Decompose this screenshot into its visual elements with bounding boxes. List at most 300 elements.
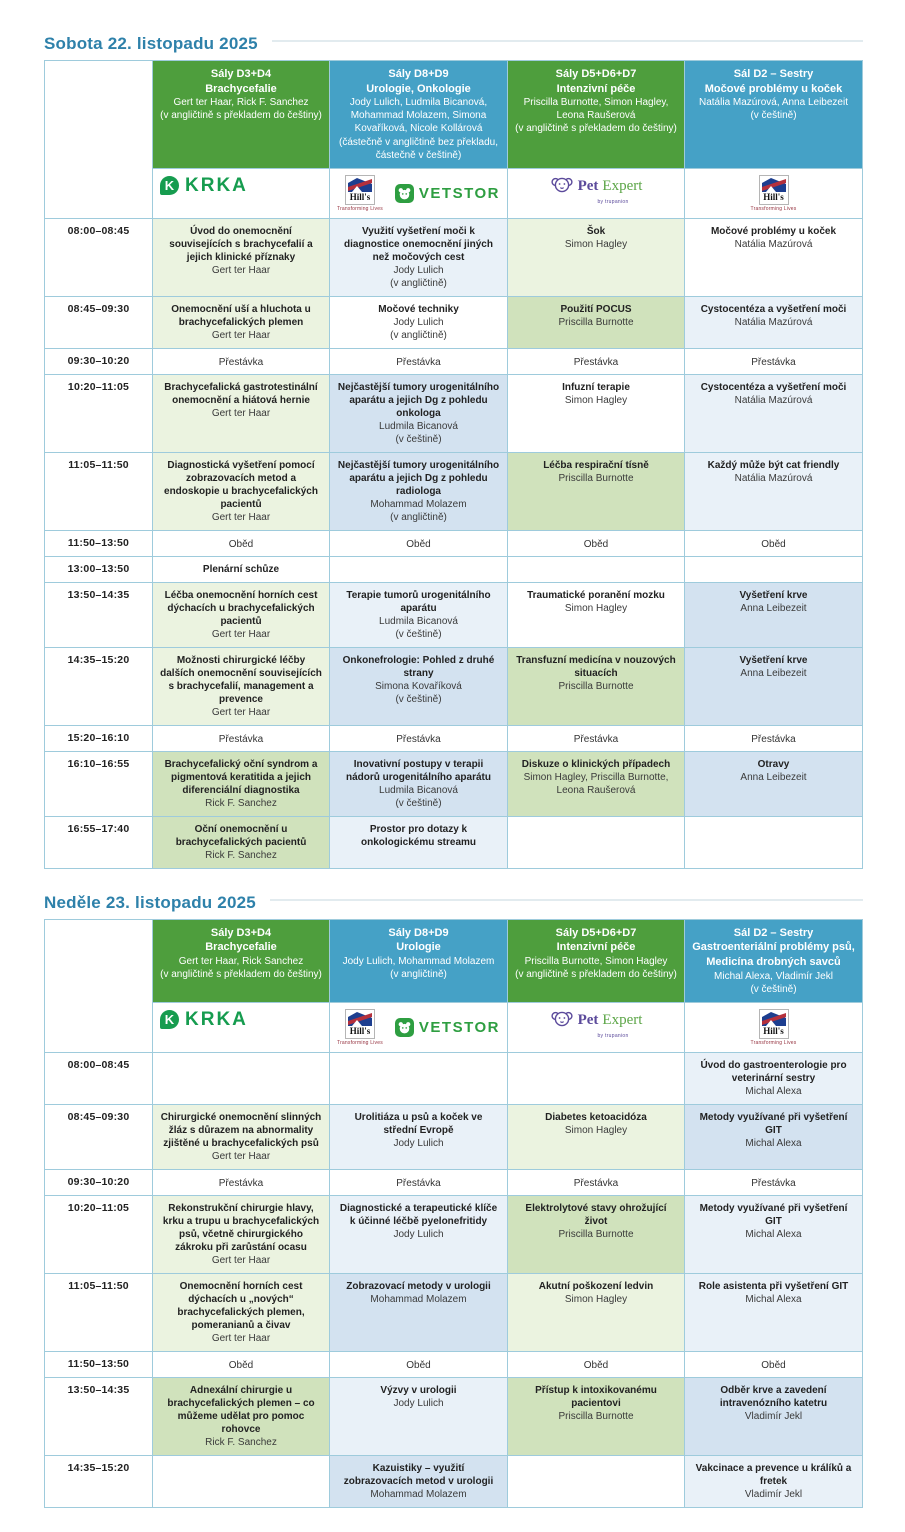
session-cell <box>508 725 685 751</box>
schedule-row <box>45 725 863 751</box>
session-cell <box>330 1377 508 1455</box>
session-title: Vakcinace a prevence u králíků a fretek <box>695 1462 852 1487</box>
session-cell <box>330 582 508 647</box>
vetstor-wordmark: VETSTOR <box>418 1018 500 1036</box>
session-title: Plenární schůze <box>202 563 280 575</box>
session-speaker: Priscilla Burnotte <box>558 680 634 692</box>
hills-icon <box>759 175 789 205</box>
session-title: Terapie tumorů urogenitálního aparátu <box>346 589 491 614</box>
time-cell: 08:45–09:30 <box>45 1104 153 1169</box>
session-cell <box>153 530 330 556</box>
krka-wordmark: KRKA <box>185 174 248 196</box>
session-cell <box>685 1273 863 1351</box>
hills-vetstor-logos <box>337 175 500 212</box>
schedule-row <box>45 374 863 452</box>
track-language-note: (v angličtině s překladem do češtiny) <box>160 969 322 981</box>
track-speakers: Natália Mazúrová, Anna Leibezeit <box>699 97 848 109</box>
session-cell <box>508 1377 685 1455</box>
time-cell: 10:20–11:05 <box>45 374 153 452</box>
session-cell <box>685 296 863 348</box>
session-cell <box>153 1351 330 1377</box>
hills-tagline: Transforming Lives <box>337 1039 383 1046</box>
hills-icon <box>345 1009 375 1039</box>
petexpert-wordmark-expert: Expert <box>602 1011 643 1028</box>
time-cell: 14:35–15:20 <box>45 647 153 725</box>
track-topic: Gastroenteriální problémy psů, Medicína drobných savců <box>692 941 855 968</box>
session-speaker: Michal Alexa <box>745 1228 802 1240</box>
schedule-row <box>45 1169 863 1195</box>
session-speaker: Priscilla Burnotte <box>558 1410 634 1422</box>
session-speaker: Ludmila Bicanová <box>379 420 458 432</box>
hills-icon <box>759 1009 789 1039</box>
session-speaker: Ludmila Bicanová <box>379 784 458 796</box>
session-cell <box>330 1273 508 1351</box>
session-cell <box>330 1104 508 1169</box>
session-title: Brachycefalický oční syndrom a pigmentová keratitida a jejich diferenciální diagnostika <box>164 758 318 796</box>
hills-tagline: Transforming Lives <box>750 205 797 212</box>
session-title: Role asistenta při vyšetření GIT <box>698 1280 849 1292</box>
track-room: Sál D2 – Sestry <box>733 926 814 939</box>
petexpert-wordmark-pet: Pet <box>577 1011 599 1028</box>
session-speaker: Gert ter Haar <box>211 329 271 341</box>
session-speaker: Priscilla Burnotte <box>558 1228 634 1240</box>
hills-wordmark: Hill's <box>349 191 371 202</box>
session-speaker: Jody Lulich <box>393 1397 444 1409</box>
petexpert-dog-icon <box>550 175 574 198</box>
time-cell: 11:50–13:50 <box>45 1351 153 1377</box>
break-label: Oběd <box>583 1359 609 1371</box>
day-title: Sobota 22. listopadu 2025 <box>44 34 258 53</box>
track-speakers: Michal Alexa, Vladimír Jekl <box>714 970 833 982</box>
session-cell <box>330 218 508 296</box>
hills-wordmark: Hill's <box>763 1025 784 1036</box>
session-cell <box>508 296 685 348</box>
break-label: Oběd <box>228 538 254 550</box>
session-language-note: (v češtině) <box>395 628 442 640</box>
track-room: Sál D2 – Sestry <box>733 68 814 80</box>
break-label: Oběd <box>583 538 609 550</box>
session-speaker: Gert ter Haar <box>211 1332 271 1344</box>
session-cell <box>330 647 508 725</box>
session-speaker: Mohammad Molazem <box>370 1293 467 1305</box>
session-cell <box>508 452 685 530</box>
petexpert-logo <box>515 1009 677 1039</box>
track-speakers: Gert ter Haar, Rick F. Sanchez <box>173 97 309 109</box>
session-speaker: Jody Lulich <box>393 316 444 328</box>
logo-cell <box>508 1002 685 1052</box>
session-cell <box>330 530 508 556</box>
sponsor-logo-row <box>45 168 863 218</box>
session-cell <box>685 218 863 296</box>
session-title: Prostor pro dotazy k onkologickému streamu <box>360 823 477 848</box>
session-cell <box>330 1052 508 1104</box>
session-cell <box>153 1052 330 1104</box>
track-language-note: (v češtině) <box>750 110 797 122</box>
petexpert-tagline: by trupanion <box>597 198 629 205</box>
petexpert-tagline: by trupanion <box>597 1032 629 1039</box>
krka-logo <box>160 175 322 197</box>
track-topic: Intenzivní péče <box>556 941 636 954</box>
session-speaker: Simon Hagley, Priscilla Burnotte, Leona Raušerová <box>523 771 669 796</box>
track-room: Sály D5+D6+D7 <box>555 926 637 939</box>
session-title: Využití vyšetření moči k diagnostice onemocnění jiných než močových cest <box>344 225 493 263</box>
track-header-cell <box>153 61 330 169</box>
session-speaker: Gert ter Haar <box>211 628 271 640</box>
session-cell <box>330 1455 508 1507</box>
session-cell <box>685 1169 863 1195</box>
petexpert-row <box>550 1009 643 1032</box>
track-room: Sály D3+D4 <box>210 926 272 939</box>
session-speaker: Natália Mazúrová <box>734 316 813 328</box>
session-speaker: Gert ter Haar <box>211 407 271 419</box>
schedule-row <box>45 348 863 374</box>
logo-cell <box>685 1002 863 1052</box>
session-language-note: (v angličtině) <box>390 511 447 523</box>
track-language-note: (v angličtině) <box>390 969 447 981</box>
session-cell <box>508 751 685 816</box>
break-label: Oběd <box>406 1359 431 1371</box>
break-label: Přestávka <box>573 733 619 745</box>
break-label: Oběd <box>761 1359 786 1371</box>
session-title: Cystocentéza a vyšetření moči <box>700 303 847 315</box>
track-speakers: Priscilla Burnotte, Simon Hagley, Leona Raušerová <box>523 97 669 122</box>
session-cell <box>153 296 330 348</box>
session-speaker: Anna Leibezeit <box>740 667 807 679</box>
session-cell <box>330 751 508 816</box>
track-language-note: (částečně v angličtině bez překladu, částečně v češtině) <box>339 136 498 161</box>
schedule-row <box>45 582 863 647</box>
petexpert-logo <box>515 175 677 205</box>
session-speaker: Priscilla Burnotte <box>558 472 634 484</box>
time-cell: 09:30–10:20 <box>45 348 153 374</box>
session-cell <box>153 582 330 647</box>
session-cell <box>685 1351 863 1377</box>
schedule-row <box>45 816 863 868</box>
session-title: Metody využívané při vyšetření GIT <box>699 1202 848 1227</box>
time-cell: 08:00–08:45 <box>45 1052 153 1104</box>
session-title: Rekonstrukční chirurgie hlavy, krku a trupu u brachycefalických psů, včetně chirurgického zákroku při zarůstání ocasu <box>162 1202 320 1253</box>
session-title: Onkonefrologie: Pohled z druhé strany <box>342 654 495 679</box>
session-speaker: Ludmila Bicanová <box>379 615 458 627</box>
session-cell <box>330 1169 508 1195</box>
break-label: Přestávka <box>751 356 796 368</box>
session-cell <box>153 725 330 751</box>
session-speaker: Simon Hagley <box>564 238 628 250</box>
session-title: Diskuze o klinických případech <box>521 758 671 770</box>
day-title: Neděle 23. listopadu 2025 <box>44 892 256 912</box>
schedule-row <box>45 1104 863 1169</box>
session-title: Oční onemocnění u brachycefalických pacientů <box>175 823 307 848</box>
track-language-note: (v češtině) <box>750 983 797 995</box>
track-room: Sály D8+D9 <box>388 68 449 80</box>
break-label: Přestávka <box>573 1177 619 1189</box>
session-speaker: Jody Lulich <box>393 264 444 276</box>
session-cell <box>508 1104 685 1169</box>
session-language-note: (v češtině) <box>395 693 442 705</box>
schedule-row <box>45 1195 863 1273</box>
session-cell <box>508 647 685 725</box>
time-cell: 13:50–14:35 <box>45 1377 153 1455</box>
session-speaker: Natália Mazúrová <box>734 472 813 484</box>
session-speaker: Simon Hagley <box>564 394 628 406</box>
hills-tagline: Transforming Lives <box>750 1039 797 1046</box>
schedule-row <box>45 1052 863 1104</box>
session-cell <box>153 751 330 816</box>
track-header-cell <box>330 919 508 1002</box>
logo-cell <box>685 168 863 218</box>
logo-cell <box>330 1002 508 1052</box>
session-title: Diagnostická vyšetření pomocí zobrazovacích metod a endoskopie u brachycefalických pacientů <box>164 459 318 510</box>
session-cell <box>508 1169 685 1195</box>
session-title: Inovativní postupy v terapii nádorů urogenitálního aparátu <box>345 758 491 783</box>
session-title: Akutní poškození ledvin <box>538 1280 654 1292</box>
session-cell <box>685 1052 863 1104</box>
session-title: Použití POCUS <box>560 303 632 315</box>
session-speaker: Michal Alexa <box>745 1137 802 1149</box>
session-title: Možnosti chirurgické léčby dalších onemocnění souvisejících s brachycefalií, management a prevence <box>160 654 322 705</box>
hills-vetstor-logos <box>337 1009 500 1046</box>
session-cell <box>685 725 863 751</box>
break-label: Oběd <box>228 1359 254 1371</box>
session-cell <box>153 348 330 374</box>
session-title: Kazuistiky – využití zobrazovacích metod v urologii <box>343 1462 494 1487</box>
session-cell <box>508 1195 685 1273</box>
break-label: Přestávka <box>218 733 264 745</box>
session-cell <box>153 1455 330 1507</box>
session-cell <box>330 1195 508 1273</box>
session-cell <box>685 348 863 374</box>
break-label: Oběd <box>406 538 431 550</box>
session-title: Diabetes ketoacidóza <box>545 1111 647 1123</box>
session-speaker: Mohammad Molazem <box>370 498 467 510</box>
session-cell <box>508 218 685 296</box>
session-cell <box>685 647 863 725</box>
session-title: Úvod do gastroenterologie pro veterinární sestry <box>700 1059 847 1084</box>
break-label: Přestávka <box>218 356 264 368</box>
track-room: Sály D8+D9 <box>388 926 449 939</box>
day-saturday <box>44 34 863 869</box>
krka-wordmark: KRKA <box>185 1008 248 1030</box>
time-cell: 08:45–09:30 <box>45 296 153 348</box>
session-cell <box>330 348 508 374</box>
session-speaker: Simon Hagley <box>564 1293 628 1305</box>
schedule-row <box>45 1377 863 1455</box>
session-cell <box>153 647 330 725</box>
session-cell <box>153 1195 330 1273</box>
vetstor-animal-icon <box>395 1018 414 1037</box>
track-topic: Brachycefalie <box>205 82 277 95</box>
krka-icon: K <box>160 176 179 195</box>
session-cell <box>685 374 863 452</box>
track-topic: Intenzivní péče <box>556 82 636 95</box>
session-speaker: Natália Mazúrová <box>734 238 813 250</box>
logo-cell <box>153 1002 330 1052</box>
hills-logo <box>337 1009 383 1046</box>
track-speakers: Jody Lulich, Ludmila Bicanová, Mohammad Molazem, Simona Kovaříková, Nicole Kollárová <box>349 97 488 135</box>
session-speaker: Gert ter Haar <box>211 511 271 523</box>
break-label: Přestávka <box>751 1177 796 1189</box>
vetstor-logo <box>395 1018 500 1037</box>
session-title: Léčba onemocnění horních cest dýchacích u brachycefalických pacientů <box>164 589 318 627</box>
session-title: Nejčastější tumory urogenitálního aparátu a jejich Dg z pohledu radiologa <box>337 459 500 497</box>
session-cell <box>508 1273 685 1351</box>
schedule-row <box>45 530 863 556</box>
session-cell <box>153 218 330 296</box>
track-language-note: (v angličtině s překladem do češtiny) <box>515 123 677 135</box>
session-speaker: Rick F. Sanchez <box>205 797 277 809</box>
table-corner-cell <box>45 919 153 1052</box>
session-cell <box>330 374 508 452</box>
break-label: Přestávka <box>396 733 441 745</box>
schedule-row <box>45 751 863 816</box>
petexpert-wordmark-pet: Pet <box>577 177 599 194</box>
track-topic: Urologie, Onkologie <box>366 82 471 95</box>
track-header-cell <box>330 61 508 169</box>
time-cell: 16:10–16:55 <box>45 751 153 816</box>
session-cell <box>330 296 508 348</box>
session-cell <box>330 1351 508 1377</box>
session-title: Adnexální chirurgie u brachycefalických plemen – co můžeme udělat pro pomoc rohovce <box>167 1384 315 1435</box>
session-speaker: Anna Leibezeit <box>740 602 807 614</box>
session-cell <box>685 1377 863 1455</box>
time-cell: 11:50–13:50 <box>45 530 153 556</box>
session-speaker: Michal Alexa <box>745 1085 802 1097</box>
session-cell <box>685 530 863 556</box>
time-cell: 10:20–11:05 <box>45 1195 153 1273</box>
session-title: Léčba respirační tísně <box>543 459 649 471</box>
track-header-row <box>45 919 863 1002</box>
session-cell <box>330 556 508 582</box>
time-cell: 16:55–17:40 <box>45 816 153 868</box>
vetstor-wordmark: VETSTOR <box>418 184 500 202</box>
track-language-note: (v angličtině s překladem do češtiny) <box>160 110 322 122</box>
session-speaker: Gert ter Haar <box>211 706 271 718</box>
track-header-cell <box>685 919 863 1002</box>
session-title: Elektrolytové stavy ohrožující život <box>525 1202 667 1227</box>
hills-logo <box>337 175 383 212</box>
session-title: Úvod do onemocnění souvisejících s brachycefalií a jejich klinické příznaky <box>169 225 313 263</box>
session-title: Metody využívané při vyšetření GIT <box>699 1111 848 1136</box>
session-title: Močové techniky <box>378 303 459 315</box>
time-cell: 15:20–16:10 <box>45 725 153 751</box>
session-title: Infuzní terapie <box>562 381 630 393</box>
schedule-row <box>45 556 863 582</box>
session-title: Vyšetření krve <box>739 589 808 601</box>
session-cell <box>153 1104 330 1169</box>
schedule-table-sunday <box>44 919 863 1508</box>
hills-logo <box>692 175 855 212</box>
break-label: Přestávka <box>396 1177 441 1189</box>
track-header-cell <box>508 919 685 1002</box>
track-speakers: Jody Lulich, Mohammad Molazem <box>342 956 495 967</box>
day-title-row <box>44 893 863 913</box>
table-corner-cell <box>45 61 153 219</box>
schedule-row <box>45 1455 863 1507</box>
day-title-row <box>44 34 863 54</box>
time-cell: 11:05–11:50 <box>45 1273 153 1351</box>
session-cell <box>685 556 863 582</box>
session-cell <box>508 1052 685 1104</box>
day-sunday <box>44 893 863 1508</box>
session-cell <box>508 374 685 452</box>
session-cell <box>153 1377 330 1455</box>
session-speaker: Jody Lulich <box>393 1228 444 1240</box>
session-title: Šok <box>586 225 606 237</box>
hills-icon <box>345 175 375 205</box>
session-speaker: Anna Leibezeit <box>740 771 807 783</box>
session-title: Onemocnění horních cest dýchacích u „nových“ brachycefalických plemen, pomeranianů a čivav <box>177 1280 305 1331</box>
session-title: Onemocnění uší a hluchota u brachycefalických plemen <box>171 303 311 328</box>
session-cell <box>153 556 330 582</box>
session-cell <box>685 751 863 816</box>
session-cell <box>508 530 685 556</box>
hills-tagline: Transforming Lives <box>337 205 383 212</box>
petexpert-dog-icon <box>550 1009 574 1032</box>
session-speaker: Priscilla Burnotte <box>558 316 634 328</box>
session-cell <box>508 816 685 868</box>
session-speaker: Gert ter Haar <box>211 1150 271 1162</box>
session-title: Každý může být cat friendly <box>707 459 840 471</box>
hills-logo <box>692 1009 855 1046</box>
session-speaker: Simon Hagley <box>564 602 628 614</box>
track-speakers: Priscilla Burnotte, Simon Hagley <box>524 956 668 967</box>
track-header-row <box>45 61 863 169</box>
petexpert-row <box>550 175 643 198</box>
session-title: Traumatické poranění mozku <box>527 589 665 601</box>
session-cell <box>330 725 508 751</box>
schedule-table-saturday <box>44 60 863 869</box>
session-title: Přístup k intoxikovanému pacientovi <box>535 1384 657 1409</box>
track-speakers: Gert ter Haar, Rick Sanchez <box>178 956 304 967</box>
session-cell <box>508 582 685 647</box>
session-title: Vyšetření krve <box>739 654 808 666</box>
session-speaker: Michal Alexa <box>745 1293 802 1305</box>
session-speaker: Jody Lulich <box>393 1137 444 1149</box>
break-label: Oběd <box>761 538 786 550</box>
schedule-row <box>45 452 863 530</box>
session-cell <box>153 452 330 530</box>
logo-cell <box>508 168 685 218</box>
schedule-row <box>45 647 863 725</box>
track-language-note: (v angličtině s překladem do češtiny) <box>515 969 677 981</box>
track-room: Sály D3+D4 <box>210 68 272 80</box>
krka-icon: K <box>160 1010 179 1029</box>
session-language-note: (v češtině) <box>395 797 442 809</box>
session-speaker: Natália Mazúrová <box>734 394 813 406</box>
session-title: Odběr krve a zavedení intravenózního katetru <box>719 1384 828 1409</box>
session-speaker: Simon Hagley <box>564 1124 628 1136</box>
hills-wordmark: Hill's <box>763 191 784 202</box>
time-cell: 08:00–08:45 <box>45 218 153 296</box>
logo-cell <box>153 168 330 218</box>
session-title: Diagnostické a terapeutické klíče k účinné léčbě pyelonefritidy <box>339 1202 498 1227</box>
session-language-note: (v angličtině) <box>390 277 447 289</box>
session-speaker: Rick F. Sanchez <box>205 1436 277 1448</box>
track-header-cell <box>685 61 863 169</box>
session-cell <box>685 452 863 530</box>
session-title: Zobrazovací metody v urologii <box>346 1280 491 1292</box>
session-cell <box>153 374 330 452</box>
session-cell <box>153 1169 330 1195</box>
break-label: Přestávka <box>751 733 796 745</box>
session-title: Nejčastější tumory urogenitálního aparátu a jejich Dg z pohledu onkologa <box>337 381 500 419</box>
session-cell <box>508 1351 685 1377</box>
track-header-cell <box>508 61 685 169</box>
session-speaker: Mohammad Molazem <box>370 1488 467 1500</box>
logo-cell <box>330 168 508 218</box>
session-cell <box>685 1195 863 1273</box>
schedule-row <box>45 218 863 296</box>
